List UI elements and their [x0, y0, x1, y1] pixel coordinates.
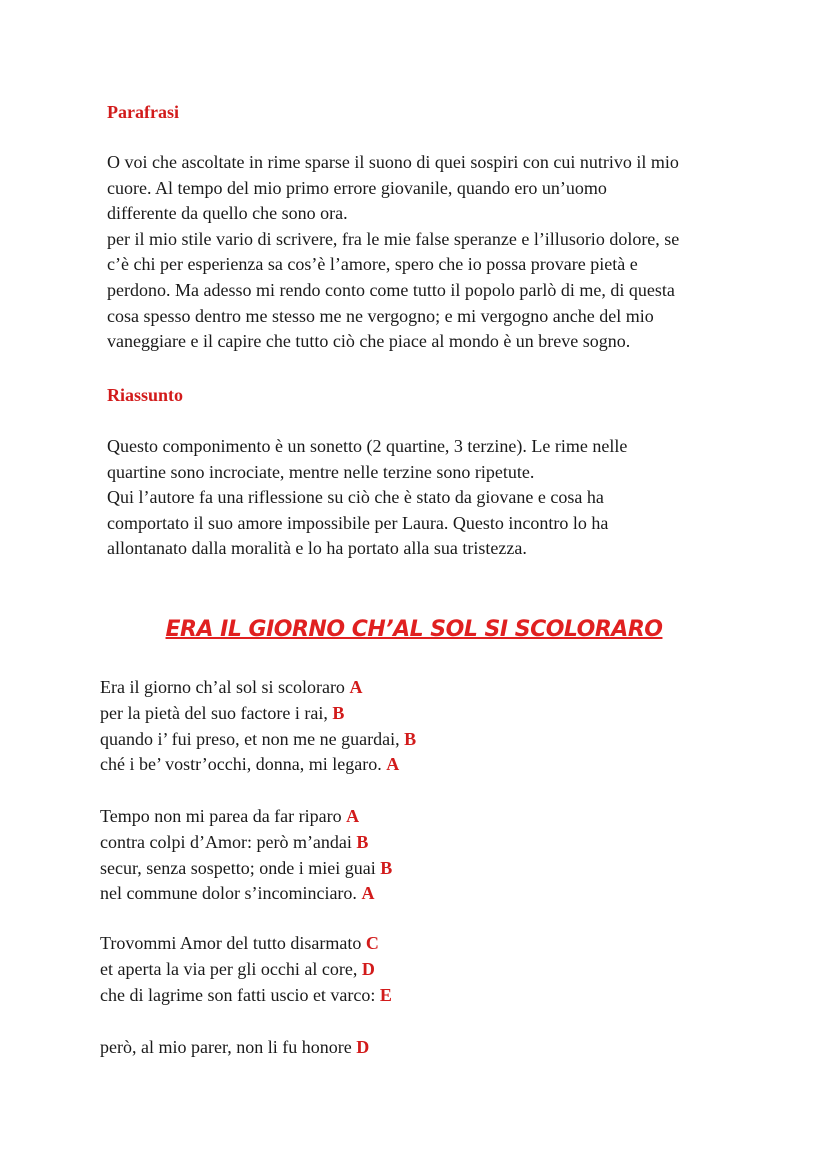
riassunto-heading: Riassunto [107, 385, 184, 405]
riassunto-paragraph [107, 434, 747, 562]
verse-line: secur, senza sospetto; onde i miei guai B [100, 857, 393, 878]
rhyme-letter: A [349, 677, 363, 697]
verse-line: per la pietà del suo factore i rai, B [100, 702, 345, 723]
rhyme-letter: A [386, 754, 400, 775]
verse-line: che di lagrime son fatti uscio et varco: E [100, 984, 392, 1005]
text-line: perdono. Ma adesso mi rendo conto come tutto il popolo parlò di me, di questa [107, 279, 675, 300]
text-line: O voi che ascoltate in rime sparse il suono di quei sospiri con cui nutrivo il mio [107, 152, 679, 172]
rhyme-letter: C [365, 933, 379, 953]
rhyme-letter: D [361, 958, 375, 979]
text-line: cuore. Al tempo del mio primo errore giovanile, quando ero un’uomo [107, 177, 607, 198]
text-line: per il mio stile vario di scrivere, fra le mie false speranze e l’illusorio dolore, se [107, 228, 680, 249]
stanza-4 [100, 1035, 369, 1061]
verse-line: nel commune dolor s’incominciaro. A [100, 883, 375, 904]
verse-line: però, al mio parer, non li fu honore D [100, 1037, 370, 1057]
verse-line: et aperta la via per gli occhi al core, D [100, 958, 375, 979]
verse-line: ché i be’ vostr’occhi, donna, mi legaro. A [100, 754, 400, 775]
rhyme-letter: D [356, 1037, 370, 1057]
text-line: Qui l’autore fa una riflessione su ciò che è stato da giovane e cosa ha [107, 487, 604, 508]
text-line: quartine sono incrociate, mentre nelle terzine sono ripetute. [107, 461, 535, 482]
rhyme-letter: B [404, 728, 417, 749]
parafrasi-heading: Parafrasi [107, 102, 179, 122]
rhyme-letter: A [346, 806, 360, 826]
verse-line: Tempo non mi parea da far riparo A [100, 806, 360, 826]
verse-line: quando i’ fui preso, et non me ne guardai, B [100, 728, 417, 749]
poem-title: ERA IL GIORNO CH’AL SOL SI SCOLORARO [165, 617, 663, 642]
verse-line: Era il giorno ch’al sol si scoloraro A [100, 677, 363, 697]
text-line: cosa spesso dentro me stesso me ne vergogno; e mi vergogno anche del mio [107, 305, 654, 326]
parafrasi-paragraph [107, 150, 747, 355]
text-line: vaneggiare e il capire che tutto ciò che piace al mondo è un breve sogno. [107, 331, 631, 352]
rhyme-letter: B [356, 831, 369, 852]
verse-line: Trovommi Amor del tutto disarmato C [100, 933, 379, 953]
rhyme-letter: B [380, 857, 393, 878]
text-line: c’è chi per esperienza sa cos’è l’amore, spero che io possa provare pietà e [107, 254, 638, 275]
rhyme-letter: E [379, 984, 392, 1005]
text-line: differente da quello che sono ora. [107, 203, 348, 224]
text-line: Questo componimento è un sonetto (2 quartine, 3 terzine). Le rime nelle [107, 436, 628, 456]
verse-line: contra colpi d’Amor: però m’andai B [100, 831, 369, 852]
stanza-2 [100, 804, 392, 907]
rhyme-letter: B [332, 702, 345, 723]
stanza-1 [100, 675, 416, 778]
text-line: allontanato dalla moralità e lo ha portato alla sua tristezza. [107, 538, 527, 559]
stanza-3 [100, 931, 392, 1008]
text-line: comportato il suo amore impossibile per Laura. Questo incontro lo ha [107, 512, 609, 533]
rhyme-letter: A [361, 883, 375, 904]
